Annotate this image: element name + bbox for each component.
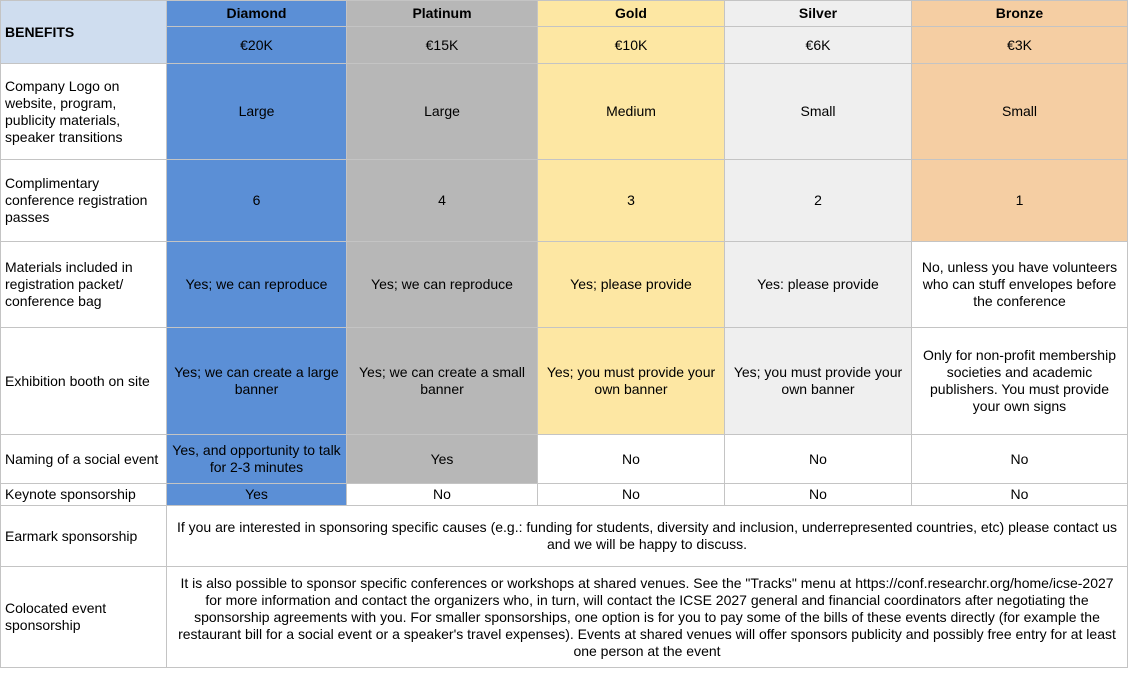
cell-booth-platinum[interactable]: Yes; we can create a small banner — [347, 328, 538, 435]
cell-earmark-text[interactable]: If you are interested in sponsoring specific causes (e.g.: funding for students, diversity and inclusion, underrepresented countries, etc) please contact us and we will be happy to discuss. — [167, 506, 1128, 567]
cell-materials-bronze[interactable]: No, unless you have volunteers who can stuff envelopes before the conference — [912, 242, 1128, 328]
cell-logo-silver[interactable]: Small — [725, 64, 912, 160]
table-row-social — [1, 435, 1128, 484]
cell-booth-silver[interactable]: Yes; you must provide your own banner — [725, 328, 912, 435]
tier-silver-price[interactable]: €6K — [725, 27, 912, 64]
tier-gold-name[interactable]: Gold — [538, 1, 725, 27]
cell-passes-platinum[interactable]: 4 — [347, 160, 538, 242]
cell-social-platinum[interactable]: Yes — [347, 435, 538, 484]
cell-logo-bronze[interactable]: Small — [912, 64, 1128, 160]
table-row-keynote — [1, 484, 1128, 506]
tier-diamond-name[interactable]: Diamond — [167, 1, 347, 27]
table-row-logo — [1, 64, 1128, 160]
tier-silver-name[interactable]: Silver — [725, 1, 912, 27]
benefits-header-cell[interactable]: BENEFITS — [1, 1, 167, 64]
tier-name-row — [1, 1, 1128, 27]
cell-passes-silver[interactable]: 2 — [725, 160, 912, 242]
cell-social-bronze[interactable]: No — [912, 435, 1128, 484]
table-row-materials — [1, 242, 1128, 328]
row-label-logo[interactable]: Company Logo on website, program, publicity materials, speaker transitions — [1, 64, 167, 160]
tier-platinum-name[interactable]: Platinum — [347, 1, 538, 27]
cell-keynote-gold[interactable]: No — [538, 484, 725, 506]
cell-passes-diamond[interactable]: 6 — [167, 160, 347, 242]
cell-materials-platinum[interactable]: Yes; we can reproduce — [347, 242, 538, 328]
cell-social-gold[interactable]: No — [538, 435, 725, 484]
cell-booth-gold[interactable]: Yes; you must provide your own banner — [538, 328, 725, 435]
row-label-booth[interactable]: Exhibition booth on site — [1, 328, 167, 435]
cell-keynote-silver[interactable]: No — [725, 484, 912, 506]
cell-materials-gold[interactable]: Yes; please provide — [538, 242, 725, 328]
cell-materials-diamond[interactable]: Yes; we can reproduce — [167, 242, 347, 328]
cell-social-diamond[interactable]: Yes, and opportunity to talk for 2-3 minutes — [167, 435, 347, 484]
tier-bronze-name[interactable]: Bronze — [912, 1, 1128, 27]
cell-keynote-platinum[interactable]: No — [347, 484, 538, 506]
row-label-passes[interactable]: Complimentary conference registration passes — [1, 160, 167, 242]
tier-bronze-price[interactable]: €3K — [912, 27, 1128, 64]
tier-gold-price[interactable]: €10K — [538, 27, 725, 64]
tier-platinum-price[interactable]: €15K — [347, 27, 538, 64]
cell-logo-diamond[interactable]: Large — [167, 64, 347, 160]
row-label-materials[interactable]: Materials included in registration packet/ conference bag — [1, 242, 167, 328]
cell-materials-silver[interactable]: Yes: please provide — [725, 242, 912, 328]
cell-keynote-diamond[interactable]: Yes — [167, 484, 347, 506]
row-label-colocated[interactable]: Colocated event sponsorship — [1, 567, 167, 668]
row-label-social[interactable]: Naming of a social event — [1, 435, 167, 484]
table-row-earmark — [1, 506, 1128, 567]
cell-booth-diamond[interactable]: Yes; we can create a large banner — [167, 328, 347, 435]
tier-price-row — [1, 27, 1128, 64]
row-label-keynote[interactable]: Keynote sponsorship — [1, 484, 167, 506]
table-row-colocated — [1, 567, 1128, 668]
cell-logo-gold[interactable]: Medium — [538, 64, 725, 160]
cell-booth-bronze[interactable]: Only for non-profit membership societies and academic publishers. You must provide your own signs — [912, 328, 1128, 435]
table-row-booth — [1, 328, 1128, 435]
cell-social-silver[interactable]: No — [725, 435, 912, 484]
cell-passes-gold[interactable]: 3 — [538, 160, 725, 242]
cell-colocated-text[interactable]: It is also possible to sponsor specific conferences or workshops at shared venues. See the "Tracks" menu at https://conf.researchr.org/home/icse-2027 for more information and contact the organizers who, in turn, will contact the ICSE 2027 general and financial coordinators after negotiating the sponsorship agreements with you. For smaller sponsorships, one option is for you to pay some of the bills of these events directly (for example the restaurant bill for a social event or a speaker's travel expenses). Events at shared venues will offer sponsors publicity and possibly free entry for at least one person at the event — [167, 567, 1128, 668]
tier-diamond-price[interactable]: €20K — [167, 27, 347, 64]
cell-keynote-bronze[interactable]: No — [912, 484, 1128, 506]
row-label-earmark[interactable]: Earmark sponsorship — [1, 506, 167, 567]
cell-passes-bronze[interactable]: 1 — [912, 160, 1128, 242]
table-row-passes — [1, 160, 1128, 242]
cell-logo-platinum[interactable]: Large — [347, 64, 538, 160]
